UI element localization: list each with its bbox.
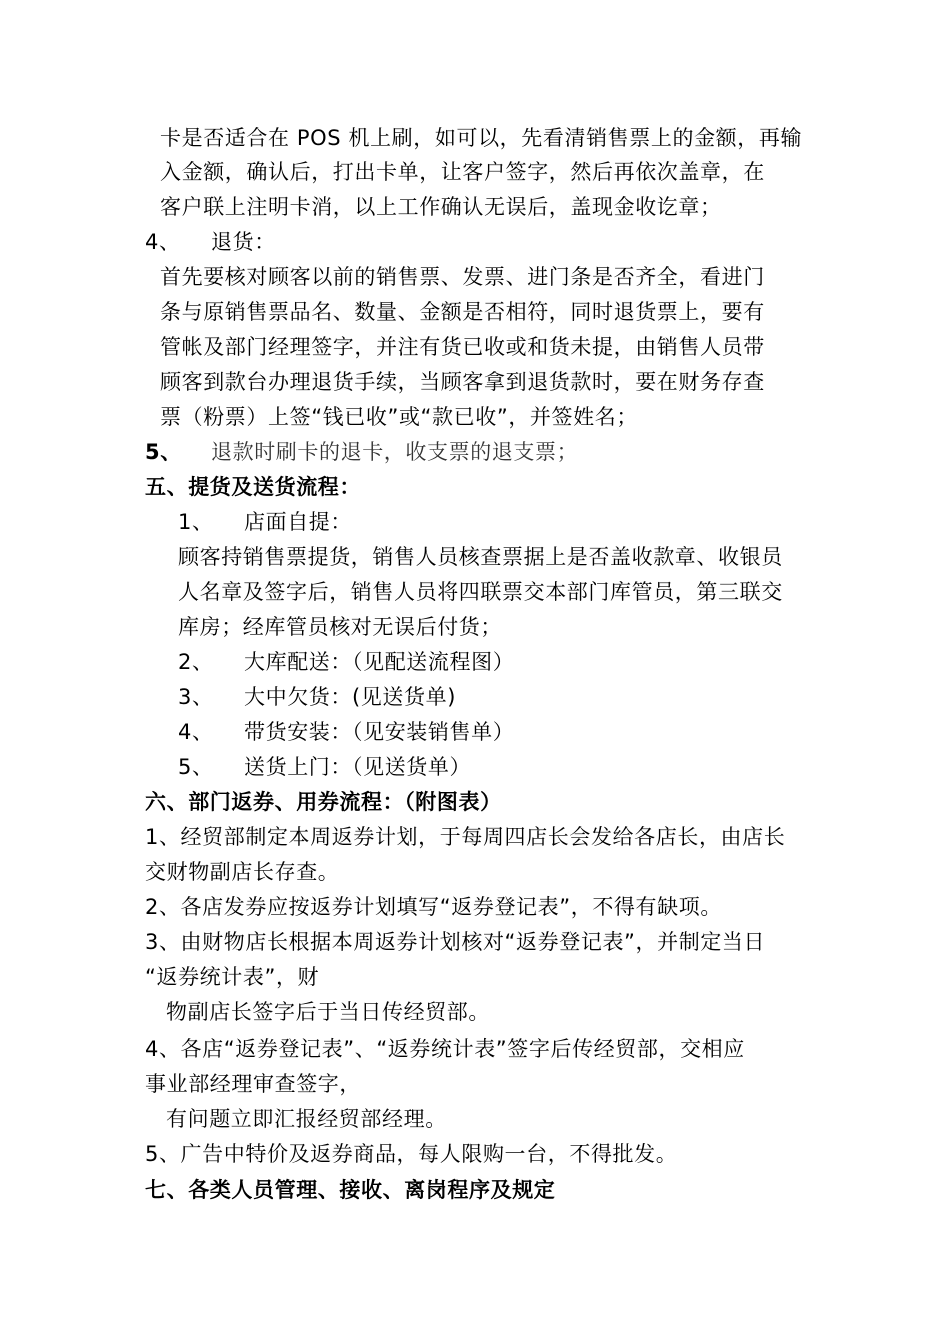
list-item-number: 4、	[145, 230, 181, 254]
list-item-label: 大库配送：（见配送流程图）	[244, 650, 515, 674]
paragraph-line: 有问题立即汇报经贸部经理。	[166, 1107, 447, 1131]
paragraph-line: 票（粉票）上签“钱已收”或“款已收”，并签姓名；	[160, 405, 638, 429]
list-item-label: 带货安装：（见安装销售单）	[244, 720, 515, 744]
list-item-number: 1、	[178, 510, 214, 534]
paragraph-line: 管帐及部门经理签字，并注有货已收或和货未提，由销售人员带	[160, 335, 765, 359]
paragraph-line: 4、各店“返券登记表”、“返券统计表”签字后传经贸部，交相应	[145, 1037, 745, 1061]
section-heading: 七、各类人员管理、接收、离岗程序及规定	[145, 1178, 556, 1202]
list-item-number: 5、	[145, 440, 182, 464]
paragraph-line: 物副店长签字后于当日传经贸部。	[166, 1000, 490, 1024]
paragraph-line: 顾客持销售票提货，销售人员核查票据上是否盖收款章、收银员	[178, 545, 783, 569]
paragraph-line: 1、经贸部制定本周返券计划，于每周四店长会发给各店长，由店长	[145, 825, 786, 849]
list-item-label: 大中欠货：(见送货单)	[244, 685, 456, 709]
list-item-number: 4、	[178, 720, 214, 744]
list-item-label: 退款时刷卡的退卡，收支票的退支票；	[211, 440, 579, 464]
paragraph-line: 事业部经理审查签字，	[145, 1072, 361, 1096]
paragraph-line: 人名章及签字后，销售人员将四联票交本部门库管员，第三联交	[178, 580, 783, 604]
paragraph-line: 3、由财物店长根据本周返券计划核对“返券登记表”，并制定当日	[145, 930, 766, 954]
list-item-label: 送货上门：（见送货单）	[244, 755, 472, 779]
list-item-number: 2、	[178, 650, 214, 674]
paragraph-line: 卡是否适合在 POS 机上刷，如可以，先看清销售票上的金额，再输	[160, 126, 803, 150]
list-item-label: 退货：	[211, 230, 276, 254]
paragraph-line: 顾客到款台办理退货手续，当顾客拿到退货款时，要在财务存查	[160, 370, 765, 394]
paragraph-line: 客户联上注明卡消，以上工作确认无误后，盖现金收讫章；	[160, 195, 722, 219]
list-item-number: 5、	[178, 755, 214, 779]
section-heading: 六、部门返券、用券流程：（附图表）	[145, 790, 502, 814]
paragraph-line: 2、各店发券应按返券计划填写“返券登记表”，不得有缺项。	[145, 895, 722, 919]
paragraph-line: 交财物副店长存查。	[145, 860, 340, 884]
paragraph-line: “返券统计表”，财	[145, 965, 320, 989]
paragraph-line: 入金额，确认后，打出卡单，让客户签字，然后再依次盖章，在	[160, 160, 765, 184]
paragraph-line: 条与原销售票品名、数量、金额是否相符，同时退货票上，要有	[160, 300, 765, 324]
paragraph-line: 首先要核对顾客以前的销售票、发票、进门条是否齐全，看进门	[160, 265, 765, 289]
section-heading: 五、提货及送货流程：	[145, 475, 361, 499]
list-item-label: 店面自提：	[244, 510, 352, 534]
paragraph-line: 库房；经库管员核对无误后付货；	[178, 615, 502, 639]
paragraph-line: 5、广告中特价及返券商品，每人限购一台，不得批发。	[145, 1142, 678, 1166]
list-item-number: 3、	[178, 685, 214, 709]
